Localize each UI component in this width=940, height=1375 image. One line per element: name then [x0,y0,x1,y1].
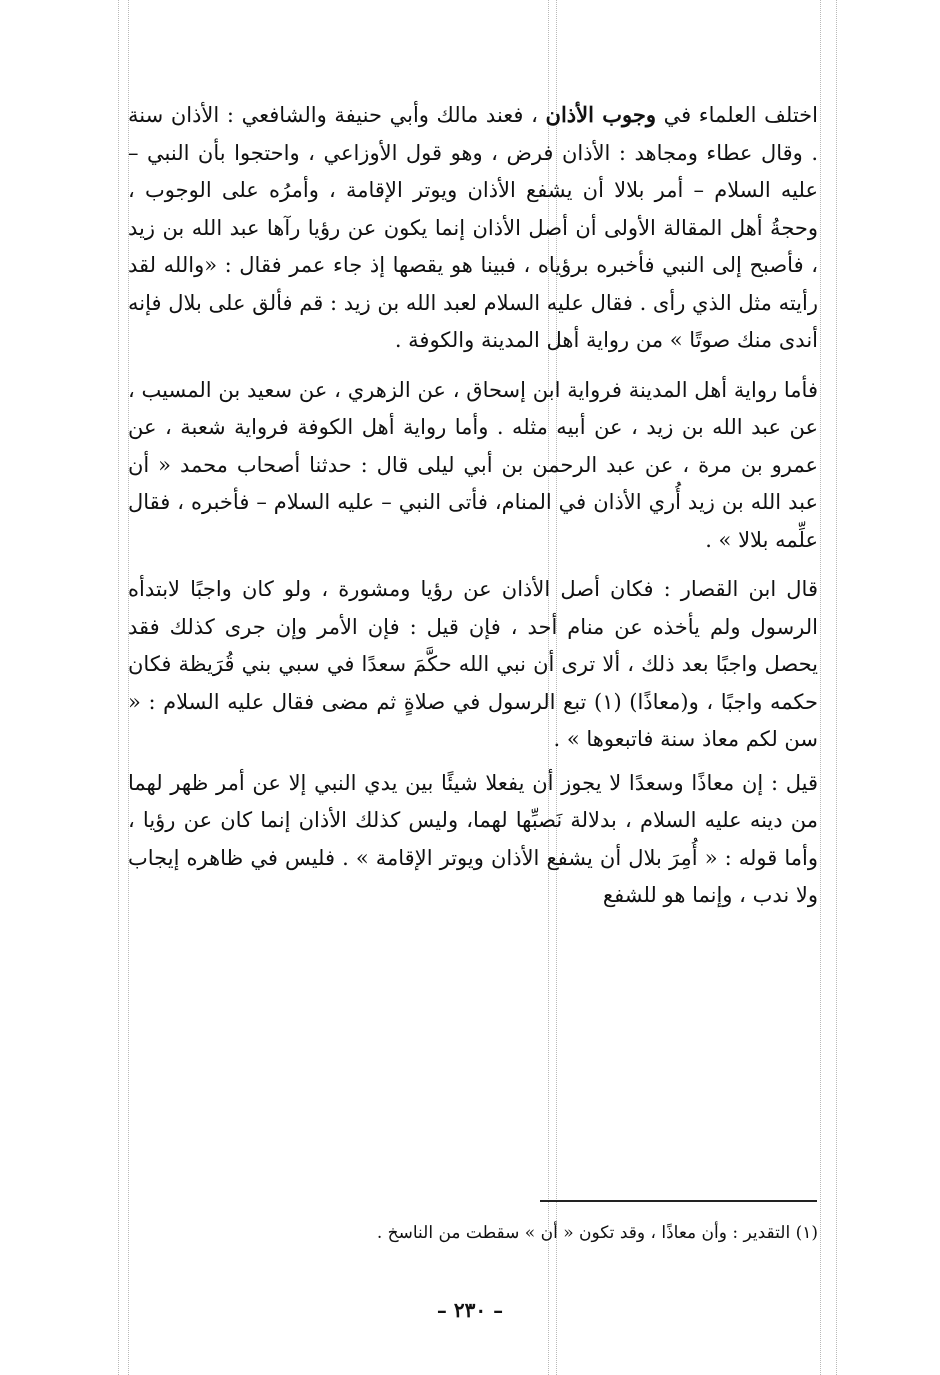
text-line: سعيد بن المسيب ، عن عبد الله بن زيد ، عن أبيه مثله . وأما رواية [128,377,818,439]
text-line: قال ابن القصار : فكان أصل الأذان عن رؤيا ومشورة ، ولو كان [241,577,818,601]
dotted-guide-line [836,0,837,1375]
text-line: سعدًا في سبي بني قُرَيظة فكان حكمه واجبًا ، و(معاذًا) (١) تبع الرسول [128,652,818,714]
page-number: – ٢٣٠ – [436,1298,504,1322]
text-line: والكوفة . [394,328,475,352]
paragraph [128,372,818,560]
text-line: اختلف العلماء في وجوب الأذان ، فعند مالك وأبي حنيفة [334,102,818,127]
dotted-guide-line [118,0,119,1375]
text-line: فأصبح إلى النبي فأخبره برؤياه ، فبينا هو يقصها إذ جاء عمر فقال : [224,253,804,277]
text-line: في صلاةٍ ثم مضى فقال عليه السلام : « سن لكم معاذ سنة فاتبعوها » . [128,689,818,751]
text-line: ويوتر الإقامة » . فليس في ظاهره إيجاب ولا ندب ، وإنما هو للشفع [128,845,818,907]
text-line: يشفع الأذان ويوتر الإقامة ، وأمرُه على الوجوب ، وحجةُ أهل المقالة [128,178,818,240]
text-line: الأولى أن أصل الأذان إنما يكون عن رؤيا رآها عبد الله بن زيد ، [128,215,818,277]
text-line: أمر ظهر لهما من دينه عليه السلام ، بدلالة نَصبِّها لهما، وليس كذلك [128,770,819,832]
text-line: «والله لقد رأيته مثل الذي رأى . فقال عليه السلام لعبد الله بن زيد : [128,253,818,315]
footnote-divider [540,1200,817,1202]
paragraph [128,765,818,915]
text-line: وإن جرى كذلك فقد يحصل واجبًا بعد ذلك ، ألا ترى أن نبي الله حكَّمَ [128,614,818,676]
paragraph [128,571,818,759]
dotted-guide-line [820,0,821,1375]
text-line: قول الأوزاعي ، واحتجوا بأن النبي – عليه السلام – أمر بلالا أن [128,140,818,202]
text-line: في المنام، فأتى النبي – عليه السلام – فأخبره ، فقال علِّمه بلالا » . [128,490,818,552]
paragraph [128,96,818,360]
text-line: أبي ليلى قال : حدثنا أصحاب محمد « أن عبد الله بن زيد أُري الأذان [128,452,818,514]
text-line: الأذان إنما كان عن رؤيا ، وأما قوله : « أُمِرَ بلال أن يشفع الأذان [128,808,818,870]
text-line: قيل : إن معاذًا وسعدًا لا يجوز أن يفعلا شيئًا بين يدي النبي إلا عن [252,770,818,795]
footnote: (١) التقدير : وأن معاذًا ، وقد تكون « أن » سقطت من الناسخ . [376,1223,818,1243]
text-line: واجبًا لابتدأه الرسول ولم يأخذه عن منام أحد ، فإن قيل : فإن الأمر [128,577,818,639]
text-line: والشافعي : الأذان سنة . وقال عطاء ومجاهد : الأذان فرض ، وهو [128,103,818,165]
page-body [128,96,818,915]
text-line: فأما رواية أهل المدينة فرواية ابن إسحاق ، عن الزهري ، عن [298,377,818,402]
text-line: قم فألق على بلال فإنه أندى منك صوتًا » من رواية أهل المدينة [128,290,818,352]
text-line: أهل الكوفة فرواية شعبة ، عن عمرو بن مرة ، عن عبد الرحمن بن [128,415,818,477]
bold-term: وجوب الأذان [545,102,656,127]
